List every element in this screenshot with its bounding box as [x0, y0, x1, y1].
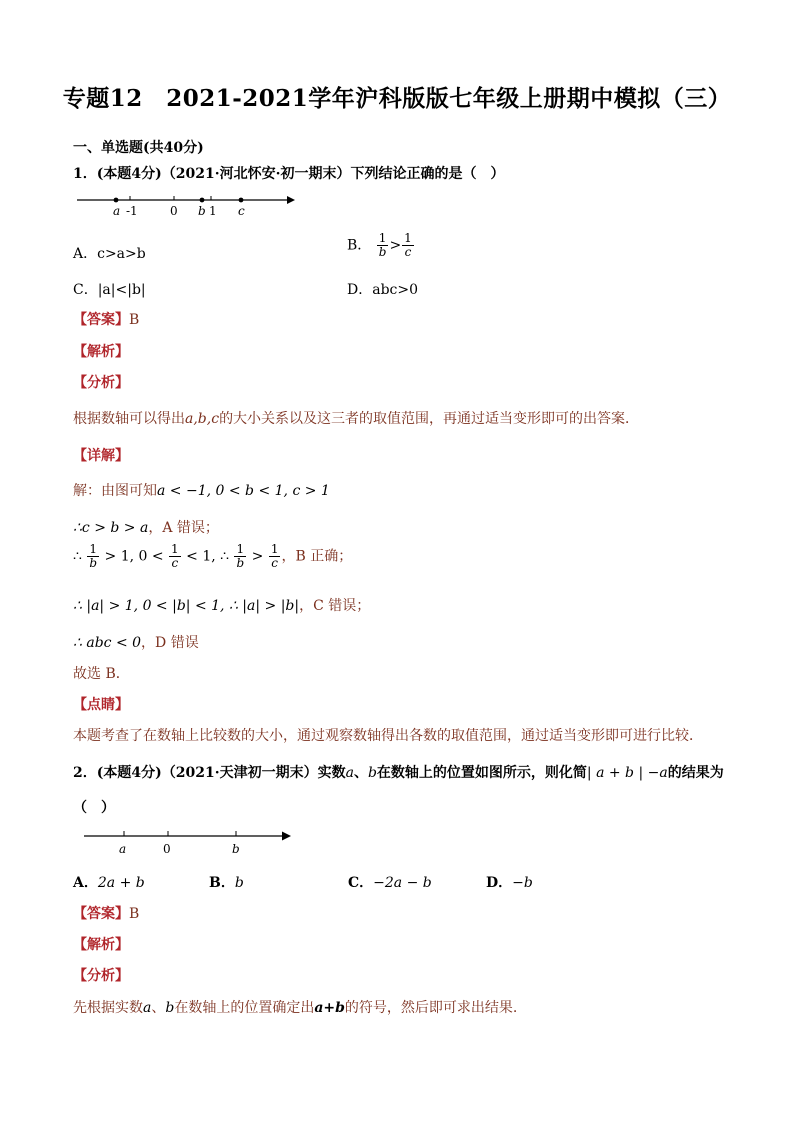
q1-axis-neg1: -1 [126, 204, 138, 218]
q1-detail-2: ∴c > b > a，A 错误； [73, 520, 219, 536]
q2-option-b: B．b [209, 875, 244, 891]
q2-axis-a: a [119, 842, 127, 856]
q1-detail-5: ∴ abc < 0，D 错误 [73, 635, 199, 651]
q1-xiangjie-tag: 【详解】 [73, 448, 129, 464]
q2-option-a: A．2a + b [73, 875, 145, 891]
q1-comment: 本题考查了在数轴上比较数的大小，通过观察数轴得出各数的取值范围，通过适当变形即可进行比较． [73, 728, 703, 744]
q1-detail-4: ∴ |a| > 1, 0 < |b| < 1, ∴ |a| > |b|，C 错误； [73, 598, 371, 614]
q1-axis-one: 1 [209, 204, 217, 218]
q1-detail-6: 故选 B． [73, 666, 130, 682]
q1-fenxi-tag: 【分析】 [73, 375, 129, 391]
q1-option-c: C．|a|<|b| [73, 282, 146, 298]
q1-option-a: A．c>a>b [73, 246, 146, 262]
q1-detail-3: ∴ $\frac{1}{b}$ > 1, 0 < $\frac{1}{c}$ < 1, ∴ $\frac{1}{b}$ > $\frac{1}{c}$ ，B 正确； [73, 542, 353, 570]
q1-number-line [73, 192, 303, 218]
q2-jiexi-tag: 【解析】 [73, 937, 129, 953]
q1-analysis: 根据数轴可以得出a,b,c的大小关系以及这三者的取值范围，再通过适当变形即可的出答案． [73, 411, 640, 427]
q2-paren: （ ） [73, 800, 115, 816]
q2-number-line [82, 828, 312, 858]
q2-fenxi-tag: 【分析】 [73, 968, 129, 984]
q1-jiexi-tag: 【解析】 [73, 344, 129, 360]
q1-axis-b: b [198, 204, 206, 218]
q1-axis-zero: 0 [170, 204, 178, 218]
q1-answer: 【答案】B [73, 312, 140, 328]
q1-stem: 1．(本题4分)（2021·河北怀安·初一期末）下列结论正确的是（ ） [73, 166, 505, 182]
q2-axis-b: b [232, 842, 240, 856]
q1-dianjing-tag: 【点睛】 [73, 697, 129, 713]
section-heading: 一、单选题(共40分) [73, 140, 204, 156]
q1-option-d: D．abc>0 [347, 282, 419, 298]
page-title: 专题12 2021-2021学年沪科版版七年级上册期中模拟（三） [62, 85, 732, 112]
q2-analysis: 先根据实数a、b在数轴上的位置确定出a+b的符号，然后即可求出结果. [73, 1000, 518, 1016]
q2-stem: 2．(本题4分)（2021·天津初一期末）实数a、b在数轴上的位置如图所示，则化简| a + b | −a的结果为 [73, 765, 724, 781]
q1-axis-a: a [113, 204, 121, 218]
q1-option-b: B． $\frac{1}{b}$ > $\frac{1}{c}$ [347, 231, 412, 259]
q2-axis-zero: 0 [163, 842, 171, 856]
q2-option-d: D．−b [486, 875, 533, 891]
q1-axis-c: c [238, 204, 245, 218]
q1-detail-1: 解：由图可知a < −1, 0 < b < 1, c > 1 [73, 483, 330, 499]
q2-answer: 【答案】B [73, 906, 140, 922]
q1-option-b-label: B． [347, 237, 372, 254]
q2-option-c: C．−2a − b [348, 875, 432, 891]
